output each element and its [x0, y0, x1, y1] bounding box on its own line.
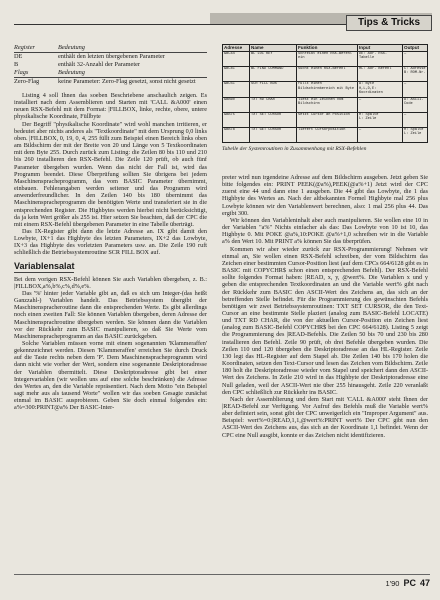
section-heading: Variablensalat	[14, 260, 75, 271]
paragraph: Kommen wir aber wieder zurück zur RSX-Programmierung! Nehmen wir einmal an, Sie wollen einen RSX-Befehl schreiben, der vom Bildschirm das Zeichen einer bestimmten Cursor-Position liest (auf dem CPCs 664/6128 gibt es in BASIC mit COPYCHR$ schon einen entsprechenden Befehl). Der RSX-Befehl sollte folgendes Format haben: |READ, x, y, @wert%. Die Variablen x und y geben die entsprechenden Textkoordinaten an und die Variable wert% gibt nach der Rückkehr zum BASIC den ASCII-Wert des Zeichens an, das sich an der betreffenden Stelle befindet. Für die Programmierung des gewünschten Befehls benötigen wir zwei Betriebssystemroutinen: TXT SET CURSOR, die den Text-Cursor an eine bestimmte Stelle plaziert (analog zum BASIC-Befehl LOCATE) und TXT RD CHAR, die von der aktuellen Cursor-Position ein Zeichen liest (analog zum BASIC-Befehl COPYCHR$ bei den CPC 664/6128). Listing 5 zeigt die Programmierung des |READ-Befehls. Die Zeilen 50 bis 70 und 230 bis 280 installieren den Befehl. Zeile 90 prüft, ob drei Befehle übergeben wurden. Die Zeilen 110 und 120 übergeben die Deskriptoradresse an das HL-Register. Zeile 130 legt das HL-Register auf dem Stapel ab. Die Zeilen 140 bis 170 holen die Koordinaten, setzen den Text-Cursor und lesen das Zeichen vom Bildschirm. Zeile 180 holt die Deskriptoradresse wieder vom Stapel und speichert dann den ASCII-Wert des Zeichens. In Zeile 210 wird in das Highbyte der Deskriptoradresse eine Null geladen, weil der ASCII-Wert nie über 255 hinausgeht. Zeile 220 veranlaßt den CPC schließlich zur Rückkehr ins BASIC.	[222, 245, 428, 396]
page-footer	[386, 578, 430, 588]
table-caption: Tabelle der Systemroutinen in Zusammenhang mit RSX-Befehlen	[222, 146, 367, 153]
column-header: Adresse	[223, 45, 250, 52]
paragraph: preter wird nun irgendeine Adresse auf dem Bildschirm ausgeben. Jetzt geben Sie bitte folgendes ein: PRINT PEEK(@a%),PEEK(@a%+1) Jetzt wird der CPC zuerst eine 44 und dann eine 1 ausgeben. Die 44 gibt das Lowbyte, die 1 das Highbyte des Wertes an. Nach der altbekannten Formel Highbyte mal 256 plus Lowbyte können wir den Variablenwert berechnen, also: 1 mal 256 plus 44. Das ergibt 300.	[222, 174, 428, 217]
paragraph: Solche Variablen müssen vorne mit einem sogenannten 'Klammeraffen' gekennzeichnet werden. Diesen 'Klammeraffen' erreichen Sie durch Druck auf die Taste rechts neben dem 'P'. Dem Maschinenspracheprogramm wird dann nicht wie vorher der Wert, sondern eine sogenannte Deskriptoradresse der Variablen übermittelt. Diese Deskriptoradresse gibt bei einer Integervariablen (wir wollen uns auf eine solche beschränken) die Adresse des Wertes an, den die Variable repräsentiert. Nach dem Motto "ein Beispiel sagt mehr aus als tausend Worte" wollen wir das soeben Gesagte zunächst einmal im BASIC ausprobieren. Geben Sie doch einmal folgendes ein: a%=300:PRINT@a% Der BASIC-Inter-	[14, 340, 207, 412]
table-cell: &BB78	[223, 127, 250, 142]
issue-label: 1'90	[385, 579, 400, 588]
table-cell: &BB75	[223, 112, 250, 127]
table-cell: setzt Cursor an Position	[297, 112, 358, 127]
table-cell: TXT RD CHAR	[250, 97, 297, 112]
column-header: Output	[403, 45, 428, 52]
table-row	[223, 112, 428, 127]
system-routines-table	[222, 44, 428, 152]
table-row	[223, 67, 428, 82]
table-cell: füllt einen Bildschirmbereich mit Byte	[297, 82, 358, 97]
table-cell: &BC5C	[223, 82, 250, 97]
paragraph: Wir können den Variableninhalt aber auch manipulieren. Sie wollen eine 10 in der Variablen "a%" Nichts einfacher als das: Das Lowbyte von 10 ist 10, das Highbyte 0. Mit POKE @a%,10:POKE @a%+1,0 schreiben wir in die Variable a% den Wert 10. Mit PRINT a% können Sie das überprüfen.	[222, 216, 428, 246]
table-row	[223, 97, 428, 112]
flag-row: Zero-Flag keine Parameter: Zero-Flag gesetzt, sonst nicht gesetzt	[14, 78, 196, 85]
table-cell: liest ein Zeichen vom Bildschirm	[297, 97, 358, 112]
table-cell: —	[403, 52, 428, 67]
paragraph: Das IX-Register gibt dann die letzte Adresse an. IX gibt damit den Lowbyte, IX+1 das Highbyte des letzten Parameters, IX+2 das Lowbyte, IX+3 das Highbyte des vorletzten Parameters usw. an. Die Zeile 190 ruft schließlich die Betriebssystemroutine SCR FILL BOX auf.	[14, 227, 207, 257]
table-cell: &BC4C	[223, 67, 250, 82]
table-cell: C: Adresse B: ROM-Nr.	[403, 67, 428, 82]
table-cell: &BB60	[223, 97, 250, 112]
table-cell: BL LOC KEY	[250, 52, 297, 67]
register-row: DE enthält den letzten übergebenen Parameter	[14, 53, 165, 60]
column-header: Input	[358, 45, 403, 52]
table-cell: DE: Adr. RSX-Tabelle	[358, 52, 403, 67]
right-column	[222, 174, 428, 439]
table-header-row	[223, 45, 428, 52]
table-cell: HL: Adr. Befehl	[358, 67, 403, 82]
definitions-block	[14, 44, 207, 86]
table-cell: —	[358, 97, 403, 112]
table-cell: &BC44	[223, 52, 250, 67]
register-row: B enthält 32-Anzahl der Parameter	[14, 61, 140, 68]
table-cell: liefert Cursorposition	[297, 127, 358, 142]
paragraph: Bei dem vorigen RSX-Befehl können Sie auch Variablen übergeben, z. B.: |FILLBOX,a%,b%,c%,d%,e%.	[14, 275, 207, 290]
paragraph: Der Begriff "physikalische Koordinate" wird wohl manchen irritieren, er bedeutet aber nichts anderes als "Textkoordinate" mit dem Ursprung 0,0 links oben. |FILLBOX, 0, 19, 0, 4, 255 füllt zum Beispiel einen Bereich links oben am Bildschirm der mit der Breite von 20 und Länge von 5 Textkoordinaten mit dem Byte 255. Durch zurück zum Listing: die Zeilen 80 bis 110 und 210 bis 260 installieren den RSX-Befehl. Die Zeile 120 prüft, ob auch fünf Parameter übergeben wurden. Wenn das nicht der Fall ist, wird das Programm beendet. Diese Überprüfung sollten Sie übrigens bei jedem Maschinenspracheprogramm, das vom BASIC Parameter übernimmt, einbauen. Fehlerangaben werden seitener und das Programm wird anwenderfreundlicher. In den Zeilen 140 bis 180 übernimmt das Maschinenspracheprogramm die benötigten Werte und transferiert sie in die entsprechenden Register. Die Highbytes werden hierbei nicht berücksichtigt, da ja kein Wert größer als 255 ist. Hier setzen Sie beachten, daß der CPC die mit einem RSX-Befehl übergebenen Parameter in eine Tabelle überträgt.	[14, 120, 207, 228]
paragraph: Nach der Assemblierung und dem Start mit 'CALL &A000' steht Ihnen der |READ-Befehl zur Verfügung. Vor Aufruf des Befehls muß die Variable wert% aber definiert sein, sonst gibt der CPC unweigerlich ein "Improper Argument" aus. Beispiel: wert%=0:|READ,1,1,@wert%:PRINT wert% Der CPC gibt nun den ASCII-Wert des Zeichens aus, das sich an der Koordinate 1,1 befindet. Wenn der CPC eine Null ausgibt, konnte er das Zeichen nicht identifizieren.	[222, 395, 428, 439]
paragraph: Listing 4 soll Ihnen das soeben Beschriebene anschaulich zeigen. Es installiert nach dem Assemblieren und Starten mit 'CALL &A000' einen neuen RSX-Befehl mit dem Format: |FILLBOX, linke, rechte, obere, untere physikalische Koordinate, Füllbyte	[14, 92, 207, 121]
column-header: Funktion	[297, 45, 358, 52]
table-row	[223, 82, 428, 97]
table-cell: A: ASCII-Code	[403, 97, 428, 112]
left-column	[14, 44, 207, 412]
paragraph: Das '%' hinter jeder Variable gibt an, daß es sich um Integer-(das heißt Ganzzahl-) Variablen handelt. Das Betriebssystem übergibt der Maschinenspracheroutine dann die entsprechenden Werte. Es gibt allerdings noch einen zweiten Fall: Sie können Variablen übergeben, deren Adresse der Maschinensprachroutine übergeben werden. Sie können dann die Variablen vor der Rückkehr zum BASIC manipulieren, so daß Sie Werte vom Maschinenspracheprogramm an das BASIC zurückgeben.	[14, 289, 207, 340]
footer-rule	[14, 574, 430, 575]
routines-table	[222, 44, 428, 143]
table-cell: BL FIND COMMAND	[250, 67, 297, 82]
table-cell: A: Byte H,L,D,E: Koordinaten	[358, 82, 403, 97]
table-cell: H: Spalte L: Zeile	[403, 127, 428, 142]
table-cell: —	[358, 127, 403, 142]
flags-header: Flags Bedeutung	[14, 69, 207, 78]
table-cell: SCR FILL BOX	[250, 82, 297, 97]
register-header: Register Bedeutung	[14, 44, 207, 53]
table-cell: TXT GET CURSOR	[250, 127, 297, 142]
column-header: Name	[250, 45, 297, 52]
page-number: 47	[419, 578, 430, 588]
magazine-logo: PC	[403, 578, 416, 588]
table-cell: —	[403, 112, 428, 127]
table-cell: —	[403, 82, 428, 97]
table-row	[223, 127, 428, 142]
table-row	[223, 52, 428, 67]
section-tab: Tips & Tricks	[346, 15, 432, 31]
table-cell: TXT SET CURSOR	[250, 112, 297, 127]
table-cell: H: Spalte L: Zeile	[358, 112, 403, 127]
table-cell: Schreibt einen RSX-Befehl ein	[297, 52, 358, 67]
table-cell: sucht einen RSX-Befehl	[297, 67, 358, 82]
